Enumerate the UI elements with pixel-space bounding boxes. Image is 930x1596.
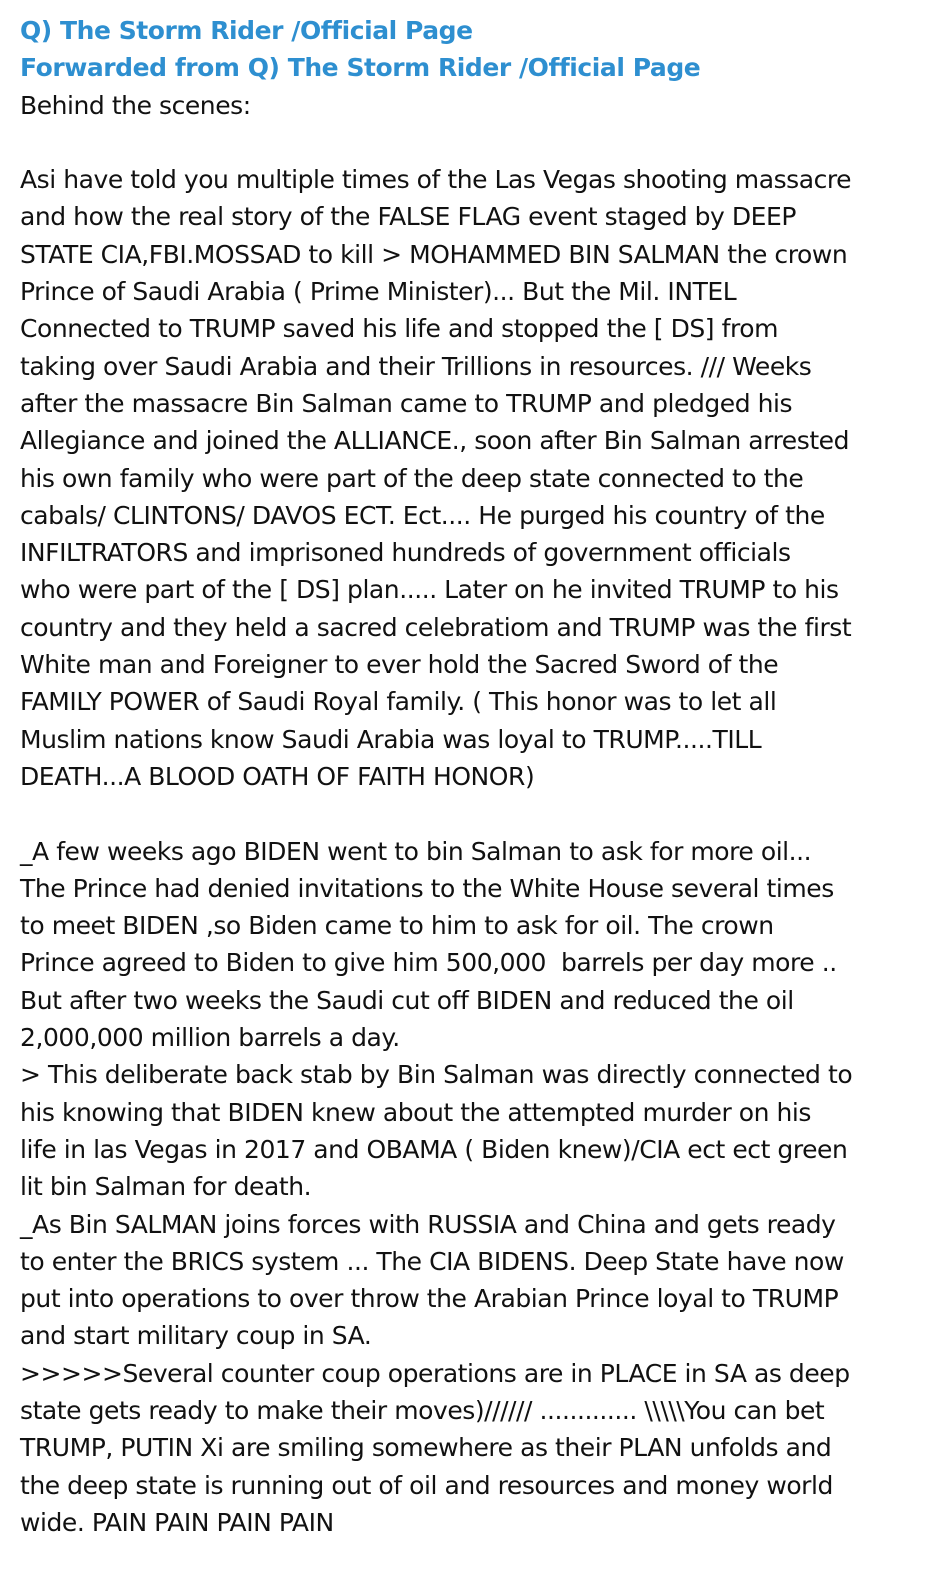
message-line: wide. PAIN PAIN PAIN PAIN: [20, 1507, 334, 1537]
message-line: and how the real story of the FALSE FLAG event staged by DEEP: [20, 202, 797, 232]
message-line: FAMILY POWER of Saudi Royal family. ( This honor was to let all: [20, 687, 777, 717]
message-line: country and they held a sacred celebratiom and TRUMP was the first: [20, 612, 852, 642]
message-line: taking over Saudi Arabia and their Trillions in resources. /// Weeks: [20, 351, 812, 381]
message-line: [20, 124, 904, 161]
message-line: TRUMP, PUTIN Xi are smiling somewhere as their PLAN unfolds and: [20, 1433, 832, 1463]
message-line: The Prince had denied invitations to the White House several times: [20, 873, 834, 903]
message-line: after the massacre Bin Salman came to TRUMP and pledged his: [20, 388, 793, 418]
message-line: to meet BIDEN ,so Biden came to him to ask for oil. The crown: [20, 911, 774, 941]
message-line: who were part of the [ DS] plan..... Later on he invited TRUMP to his: [20, 575, 839, 605]
message-line: Asi have told you multiple times of the Las Vegas shooting massacre: [20, 165, 852, 195]
message-bubble: [20, 12, 904, 1541]
message-line: his knowing that BIDEN knew about the attempted murder on his: [20, 1097, 812, 1127]
channel-name-link[interactable]: Q) The Storm Rider /Official Page: [20, 16, 473, 45]
message-line: the deep state is running out of oil and resources and money world: [20, 1470, 833, 1500]
message-line: cabals/ CLINTONS/ DAVOS ECT. Ect.... He purged his country of the: [20, 500, 825, 530]
message-line: Prince agreed to Biden to give him 500,000 barrels per day more ..: [20, 948, 837, 978]
message-line: >>>>>Several counter coup operations are in PLACE in SA as deep: [20, 1358, 850, 1388]
message-line: Connected to TRUMP saved his life and stopped the [ DS] from: [20, 314, 778, 344]
message-line: Allegiance and joined the ALLIANCE., soon after Bin Salman arrested: [20, 426, 850, 456]
message-line: Prince of Saudi Arabia ( Prime Minister)... But the Mil. INTEL: [20, 277, 737, 307]
message-line: White man and Foreigner to ever hold the Sacred Sword of the: [20, 650, 779, 680]
message-line: life in las Vegas in 2017 and OBAMA ( Biden knew)/CIA ect ect green: [20, 1134, 848, 1164]
message-line: put into operations to over throw the Arabian Prince loyal to TRUMP: [20, 1284, 839, 1314]
message-text: [20, 87, 904, 1542]
message-line: Muslim nations know Saudi Arabia was loyal to TRUMP.....TILL: [20, 724, 762, 754]
message-line: But after two weeks the Saudi cut off BIDEN and reduced the oil: [20, 985, 794, 1015]
message-line: 2,000,000 million barrels a day.: [20, 1023, 400, 1053]
message-line: [20, 795, 904, 832]
message-line: his own family who were part of the deep state connected to the: [20, 463, 804, 493]
message-line: > This deliberate back stab by Bin Salman was directly connected to: [20, 1060, 853, 1090]
message-line: Behind the scenes:: [20, 90, 251, 120]
message-line: state gets ready to make their moves)////// ............. \\\\\You can bet: [20, 1395, 825, 1425]
message-line: INFILTRATORS and imprisoned hundreds of government officials: [20, 538, 791, 568]
message-line: DEATH...A BLOOD OATH OF FAITH HONOR): [20, 761, 535, 791]
message-line: and start military coup in SA.: [20, 1321, 372, 1351]
message-line: to enter the BRICS system ... The CIA BIDENS. Deep State have now: [20, 1246, 844, 1276]
message-line: _As Bin SALMAN joins forces with RUSSIA and China and gets ready: [20, 1209, 836, 1239]
message-line: _A few weeks ago BIDEN went to bin Salman to ask for more oil...: [20, 836, 812, 866]
forwarded-from-link[interactable]: Forwarded from Q) The Storm Rider /Official Page: [20, 53, 701, 83]
message-line: lit bin Salman for death.: [20, 1172, 312, 1202]
message-line: STATE CIA,FBI.MOSSAD to kill > MOHAMMED BIN SALMAN the crown: [20, 239, 848, 269]
